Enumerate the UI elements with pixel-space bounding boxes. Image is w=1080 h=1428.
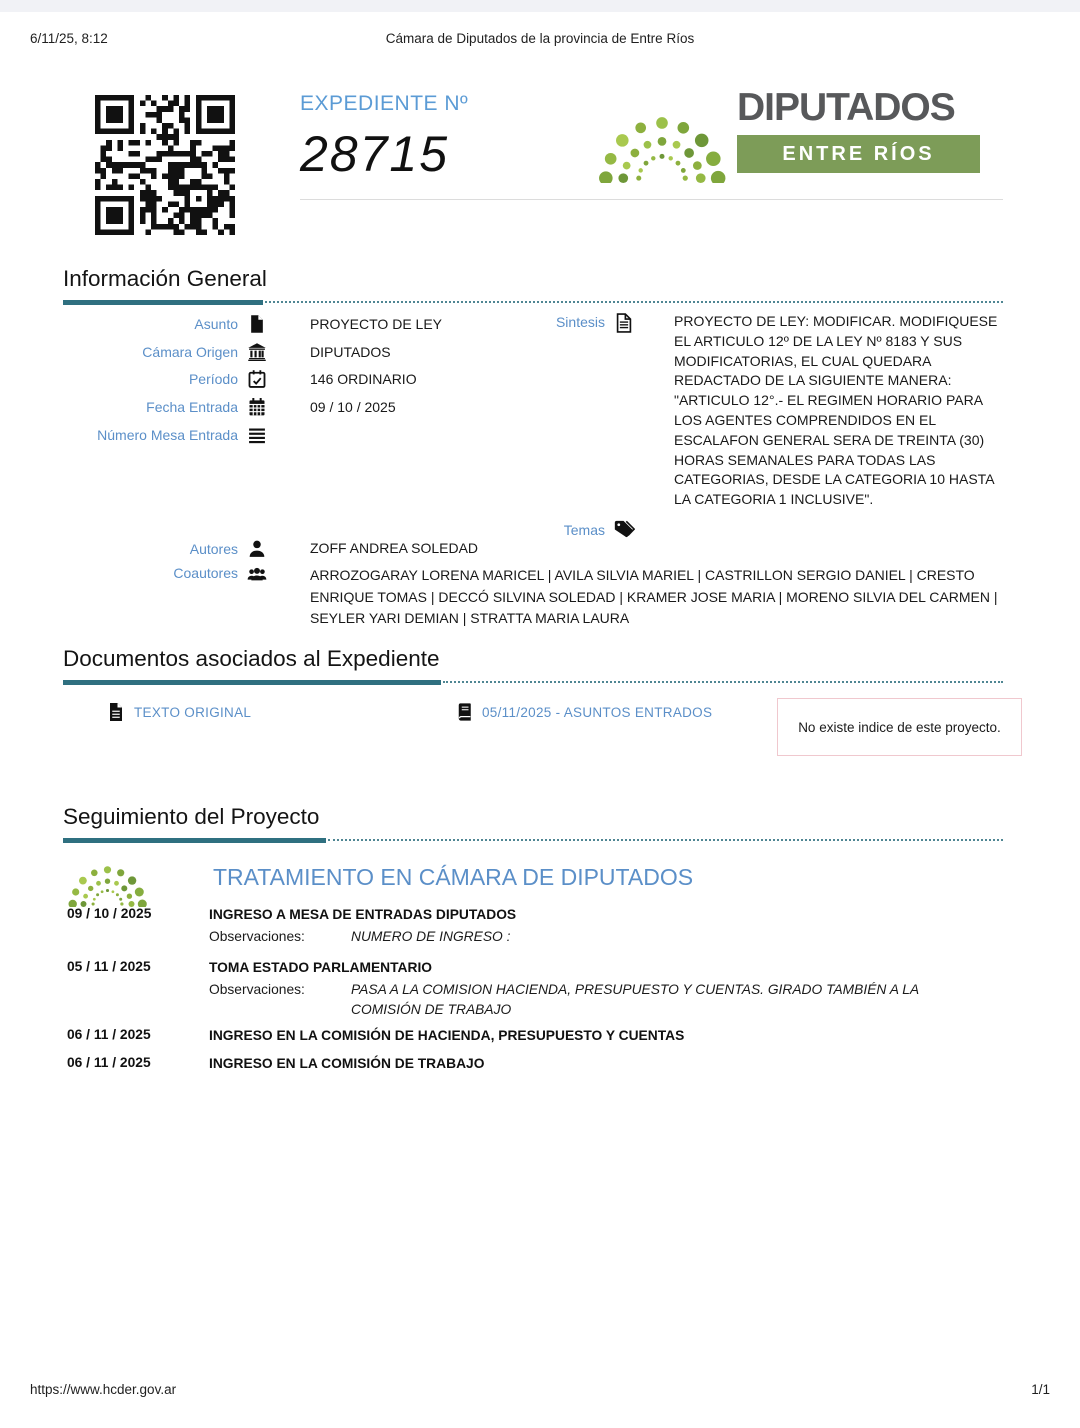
field-camara-origen-value: DIPUTADOS	[310, 343, 391, 360]
observations-label: Observaciones:	[209, 982, 305, 997]
field-coautores-label: Coautores	[173, 565, 238, 581]
logo-subtitle-band	[737, 135, 980, 173]
field-fecha-entrada-label: Fecha Entrada	[146, 398, 238, 415]
no-index-notice	[777, 698, 1022, 756]
header-divider	[300, 199, 1003, 200]
field-periodo	[63, 365, 442, 393]
event-title: INGRESO A MESA DE ENTRADAS DIPUTADOS	[209, 907, 517, 922]
field-coautores-value: ARROZOGARAY LORENA MARICEL | AVILA SILVIA MARIEL | CASTRILLON SERGIO DANIEL | CRESTO ENRIQUE TOMAS | DECCÓ SILVINA SOLEDAD | KRAMER JOSE MARIA | MORENO SILVIA DEL CARMEN | SEYLER YARI DEMIAN | STRATTA MARIA LAURA	[310, 567, 998, 626]
print-header	[0, 31, 1080, 46]
event-date: 09 / 10 / 2025	[67, 906, 152, 921]
book-icon	[455, 702, 473, 722]
field-asunto-label: Asunto	[194, 315, 238, 332]
event-title: INGRESO EN LA COMISIÓN DE TRABAJO	[209, 1056, 485, 1071]
general-fields	[63, 310, 442, 448]
event-title: INGRESO EN LA COMISIÓN DE HACIENDA, PRESUPUESTO Y CUENTAS	[209, 1028, 685, 1043]
timeline-event	[63, 1055, 1003, 1072]
section-rule	[63, 837, 1003, 843]
field-camara-origen	[63, 338, 442, 366]
logo-subtitle: ENTRE RÍOS	[782, 142, 935, 165]
link-asuntos-entrados[interactable]	[455, 702, 712, 722]
timeline-event	[63, 959, 1003, 1020]
section-title-informacion-general: Información General	[63, 266, 267, 291]
print-datetime: 6/11/25, 8:12	[30, 31, 108, 46]
document-outline-icon	[613, 312, 635, 334]
field-autores-label: Autores	[189, 540, 238, 557]
event-date: 06 / 11 / 2025	[67, 1055, 151, 1070]
expediente-number: 28715	[300, 126, 450, 182]
link-texto-original-label: TEXTO ORIGINAL	[134, 704, 252, 720]
field-sintesis-value: PROYECTO DE LEY: MODIFICAR. MODIFIQUESE EL ARTICULO 12º DE LA LEY Nº 8183 Y SUS MODIFICATORIAS, EL CUAL QUEDARA REDACTADO DE LA SIGUIENTE MANERA: "ARTICULO 12°.- EL REGIMEN HORARIO PARA LOS AGENTES COMPRENDIDOS EN EL ESCALAFON GENERAL SERA DE TREINTA (30) HORAS SEMANALES PARA TODAS LAS CATEGORIAS, DESDE LA CATEGORIA 10 HASTA LA CATEGORIA 1 INCLUSIVE".	[674, 313, 998, 508]
field-temas-label: Temas	[563, 521, 605, 538]
stage-title: TRATAMIENTO EN CÁMARA DE DIPUTADOS	[213, 864, 694, 890]
event-date: 06 / 11 / 2025	[67, 1027, 151, 1042]
calendar-check-icon	[247, 369, 267, 389]
qr-code	[95, 95, 235, 235]
diputados-dots-logo-icon	[594, 91, 730, 188]
logo-title: DIPUTADOS	[737, 86, 955, 129]
field-sintesis	[493, 312, 1003, 510]
field-fecha-entrada-value: 09 / 10 / 2025	[310, 398, 396, 415]
field-camara-origen-label: Cámara Origen	[142, 343, 238, 360]
footer-url: https://www.hcder.gov.ar	[30, 1382, 177, 1397]
person-icon	[247, 539, 267, 559]
link-asuntos-entrados-label: 05/11/2025 - ASUNTOS ENTRADOS	[482, 704, 713, 720]
observations-label: Observaciones:	[209, 929, 305, 944]
list-icon	[247, 425, 267, 445]
field-numero-mesa-entrada-label: Número Mesa Entrada	[97, 426, 238, 443]
file-lines-icon	[107, 702, 125, 722]
section-seguimiento	[63, 804, 1003, 1104]
file-icon	[247, 314, 267, 334]
event-title: TOMA ESTADO PARLAMENTARIO	[209, 960, 433, 975]
event-date: 05 / 11 / 2025	[67, 959, 151, 974]
timeline-event	[63, 906, 1003, 947]
dots-arc-icon	[65, 850, 150, 912]
page-top-strip	[0, 0, 1080, 12]
event-observations: NUMERO DE INGRESO :	[351, 929, 511, 944]
section-informacion-general	[63, 266, 1003, 646]
timeline	[63, 906, 1003, 1072]
link-texto-original[interactable]	[107, 702, 251, 722]
diputados-logo	[737, 88, 980, 173]
event-observations: PASA A LA COMISION HACIENDA, PRESUPUESTO Y CUENTAS. GIRADO TAMBIÉN A LA COMISIÓN DE TRABAJO	[351, 982, 919, 1017]
section-title-seguimiento: Seguimiento del Proyecto	[63, 804, 320, 829]
section-rule	[63, 299, 1003, 305]
timeline-event	[63, 1027, 1003, 1044]
field-autores	[63, 538, 1004, 560]
section-documentos	[63, 646, 1003, 776]
field-sintesis-label: Sintesis	[555, 314, 605, 330]
general-right-column	[493, 312, 1003, 541]
calendar-icon	[247, 397, 267, 417]
field-periodo-value: 146 ORDINARIO	[310, 371, 417, 388]
field-periodo-label: Período	[188, 371, 238, 388]
section-title-documentos: Documentos asociados al Expediente	[63, 646, 440, 671]
no-index-notice-text: No existe indice de este proyecto.	[798, 719, 1001, 735]
people-icon	[247, 565, 267, 585]
field-numero-mesa-entrada	[63, 421, 442, 449]
field-coautores	[63, 565, 1004, 630]
footer-page-number: 1/1	[1031, 1382, 1050, 1397]
print-page-title: Cámara de Diputados de la provincia de Entre Ríos	[385, 31, 695, 46]
field-asunto-value: PROYECTO DE LEY	[310, 315, 443, 332]
bank-icon	[247, 342, 267, 362]
expediente-block	[300, 92, 468, 183]
expediente-label: EXPEDIENTE Nº	[300, 92, 469, 115]
field-fecha-entrada	[63, 393, 442, 421]
field-autores-value: ZOFF ANDREA SOLEDAD	[310, 540, 479, 556]
field-asunto	[63, 310, 442, 338]
